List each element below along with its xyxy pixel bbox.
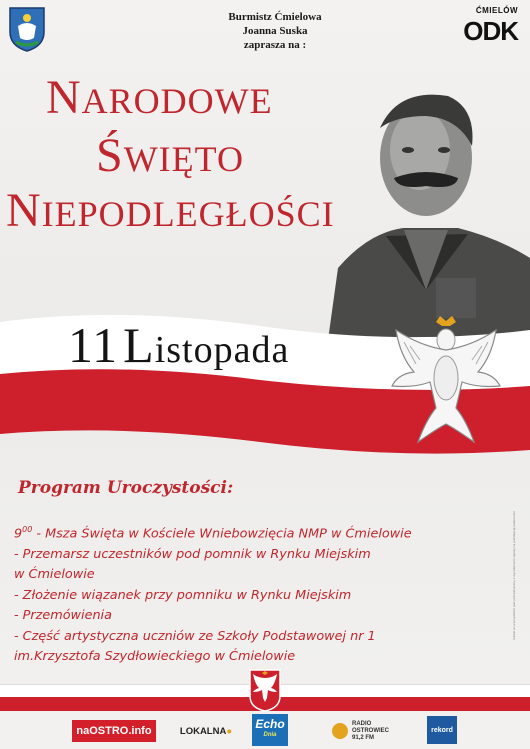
- sponsor-lokalna-text: LOKALNA: [179, 725, 227, 737]
- sponsor-rekord-logo: rekord: [427, 716, 457, 744]
- program-time: 9: [14, 526, 23, 542]
- program-item: - Część artystyczna uczniów ze Szkoły Podstawowej nr 1: [14, 628, 376, 644]
- sponsor-radio-logo: [332, 720, 402, 742]
- radio-line: 91,2 FM: [352, 734, 375, 741]
- program-item: - Złożenie wiązanek przy pomniku w Rynku Miejskim: [14, 587, 352, 603]
- invite-line: Burmistz Ćmielowa: [228, 11, 322, 23]
- sponsor-naostro-logo: naOSTRO.info: [72, 720, 156, 742]
- portrait-image: [308, 58, 530, 340]
- side-note: Udział w uroczystości jest jednoznaczny z wyrażeniem zgody na publikację wizerunku: [512, 511, 516, 640]
- title-initial: N: [46, 71, 82, 124]
- title-initial: N: [6, 184, 42, 237]
- program-list: [14, 520, 434, 668]
- odk-logo-main: ODK: [463, 16, 518, 46]
- radio-logo-icon: [332, 723, 348, 739]
- title-rest: WIĘTO: [123, 139, 244, 179]
- sponsor-lokalna-star: ●: [226, 725, 233, 737]
- title-line-1: [46, 70, 273, 125]
- title-rest: IEPODLEGŁOŚCI: [41, 194, 335, 234]
- sponsor-echo-logo: [252, 714, 288, 746]
- program-time-minutes: 00: [22, 525, 33, 534]
- program-heading: Program Uroczystości:: [18, 478, 234, 498]
- date-month-initial: L: [123, 317, 155, 373]
- program-item: - Przemówienia: [14, 608, 112, 624]
- small-eagle-emblem-icon: [248, 668, 282, 712]
- program-item: im.Krzysztofa Szydłowieckiego w Ćmielowie: [14, 649, 296, 665]
- invite-line: Joanna Suska: [242, 25, 308, 37]
- event-date: [68, 316, 289, 374]
- invite-line: zaprasza na :: [243, 39, 307, 51]
- sponsor-echo-text: Echo: [255, 717, 285, 731]
- sponsor-lokalna-logo: [176, 720, 236, 742]
- title-initial: Ś: [96, 129, 124, 182]
- odk-logo-top: ĆMIELÓW: [475, 6, 518, 15]
- white-eagle-icon: [390, 316, 502, 448]
- date-month-rest: istopada: [154, 329, 290, 371]
- sponsor-echo-sub: Dnia: [263, 732, 277, 738]
- town-crest-icon: [8, 6, 46, 52]
- date-day: 11: [68, 317, 119, 373]
- program-item: [14, 520, 434, 545]
- program-item: w Ćmielowie: [14, 567, 95, 583]
- title-line-2: [96, 128, 244, 183]
- invitation-text: [160, 10, 390, 52]
- odk-logo: [460, 6, 518, 46]
- radio-line: OSTROWIEC: [352, 727, 389, 734]
- program-item: - Przemarsz uczestników pod pomnik w Rynku Miejskim: [14, 546, 371, 562]
- radio-line: RADIO: [352, 720, 372, 727]
- program-item-text: - Msza Święta w Kościele Wniebowzięcia NMP w Ćmielowie: [32, 526, 412, 542]
- title-rest: ARODOWE: [81, 81, 273, 121]
- title-line-3: [6, 183, 335, 238]
